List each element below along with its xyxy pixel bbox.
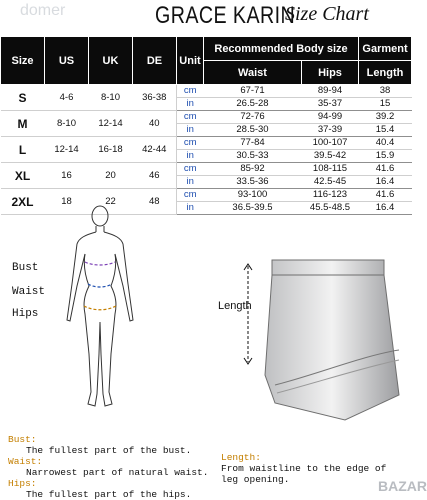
length-in-cell: 15.9 — [359, 150, 412, 163]
table-row — [1, 189, 412, 202]
size-cell: XL — [1, 163, 45, 189]
unit-cm-cell: cm — [177, 163, 204, 176]
size-cell: S — [1, 85, 45, 111]
uk-cell: 8-10 — [89, 85, 133, 111]
site-badge: BAZAR — [378, 478, 427, 494]
definitions-list — [8, 434, 218, 500]
brand-name: GRACE KARIN — [155, 2, 296, 29]
unit-in-cell: in — [177, 176, 204, 189]
watermark: domer — [20, 2, 66, 19]
table-row — [1, 137, 412, 150]
waist-cm-cell: 93-100 — [204, 189, 302, 202]
hips-in-cell: 35-37 — [302, 98, 359, 111]
length-in-cell: 15 — [359, 98, 412, 111]
definition-text: The fullest part of the hips. — [26, 489, 192, 500]
unit-cm-cell: cm — [177, 111, 204, 124]
page-title: Size Chart — [285, 3, 369, 25]
header-de: DE — [133, 37, 177, 85]
length-cm-cell: 41.6 — [359, 189, 412, 202]
waist-in-cell: 33.5-36 — [204, 176, 302, 189]
waist-cm-cell: 77-84 — [204, 137, 302, 150]
hips-cm-cell: 100-107 — [302, 137, 359, 150]
unit-in-cell: in — [177, 202, 204, 215]
header-size: Size — [1, 37, 45, 85]
waist-cm-cell: 72-76 — [204, 111, 302, 124]
length-cm-cell: 41.6 — [359, 163, 412, 176]
length-arrow — [240, 262, 256, 366]
table-row — [1, 111, 412, 124]
de-cell: 40 — [133, 111, 177, 137]
length-in-cell: 16.4 — [359, 202, 412, 215]
skirt-illustration — [255, 255, 405, 430]
waist-in-cell: 28.5-30 — [204, 124, 302, 137]
hips-in-cell: 45.5-48.5 — [302, 202, 359, 215]
waist-cm-cell: 67-71 — [204, 85, 302, 98]
size-cell: 2XL — [1, 189, 45, 215]
length-def-key: Length: — [221, 452, 261, 463]
size-table — [0, 36, 412, 215]
length-cm-cell: 38 — [359, 85, 412, 98]
length-cm-cell: 40.4 — [359, 137, 412, 150]
definition-key: Bust: — [8, 434, 37, 445]
size-cell: M — [1, 111, 45, 137]
hips-in-cell: 42.5-45 — [302, 176, 359, 189]
hips-in-cell: 37-39 — [302, 124, 359, 137]
unit-in-cell: in — [177, 150, 204, 163]
uk-cell: 16-18 — [89, 137, 133, 163]
header — [0, 0, 411, 32]
unit-in-cell: in — [177, 98, 204, 111]
us-cell: 16 — [45, 163, 89, 189]
unit-cm-cell: cm — [177, 137, 204, 150]
de-cell: 46 — [133, 163, 177, 189]
header-uk: UK — [89, 37, 133, 85]
waist-in-cell: 36.5-39.5 — [204, 202, 302, 215]
length-definition — [221, 452, 401, 485]
hips-cm-cell: 116-123 — [302, 189, 359, 202]
length-cm-cell: 39.2 — [359, 111, 412, 124]
definition-text: The fullest part of the bust. — [26, 445, 192, 456]
definition-key: Hips: — [8, 478, 37, 489]
waist-in-cell: 26.5-28 — [204, 98, 302, 111]
hips-in-cell: 39.5-42 — [302, 150, 359, 163]
size-cell: L — [1, 137, 45, 163]
us-cell: 18 — [45, 189, 89, 215]
unit-in-cell: in — [177, 124, 204, 137]
uk-cell: 12-14 — [89, 111, 133, 137]
header-unit: Unit — [177, 37, 204, 85]
table-row — [1, 85, 412, 98]
unit-cm-cell: cm — [177, 189, 204, 202]
hips-cm-cell: 89-94 — [302, 85, 359, 98]
header-us: US — [45, 37, 89, 85]
de-cell: 42-44 — [133, 137, 177, 163]
header-body-size: Recommended Body size — [204, 37, 359, 61]
length-in-cell: 15.4 — [359, 124, 412, 137]
uk-cell: 20 — [89, 163, 133, 189]
definition-key: Waist: — [8, 456, 43, 467]
header-garment: Garment — [359, 37, 412, 61]
body-figure-illustration — [55, 204, 145, 428]
header-hips: Hips — [302, 61, 359, 85]
table-row — [1, 163, 412, 176]
header-waist: Waist — [204, 61, 302, 85]
header-length: Length — [359, 61, 412, 85]
definition-text: Narrowest part of natural waist. — [26, 467, 209, 478]
label-waist: Waist — [12, 286, 46, 298]
us-cell: 12-14 — [45, 137, 89, 163]
label-hips: Hips — [12, 308, 39, 320]
hips-cm-cell: 108-115 — [302, 163, 359, 176]
length-label: Length — [218, 300, 252, 312]
label-bust: Bust — [12, 262, 39, 274]
uk-cell: 22 — [89, 189, 133, 215]
us-cell: 8-10 — [45, 111, 89, 137]
us-cell: 4-6 — [45, 85, 89, 111]
length-in-cell: 16.4 — [359, 176, 412, 189]
hips-cm-cell: 94-99 — [302, 111, 359, 124]
de-cell: 48 — [133, 189, 177, 215]
unit-cm-cell: cm — [177, 85, 204, 98]
waist-in-cell: 30.5-33 — [204, 150, 302, 163]
length-def-text: From waistline to the edge of leg opening. — [221, 463, 387, 485]
waist-cm-cell: 85-92 — [204, 163, 302, 176]
de-cell: 36-38 — [133, 85, 177, 111]
